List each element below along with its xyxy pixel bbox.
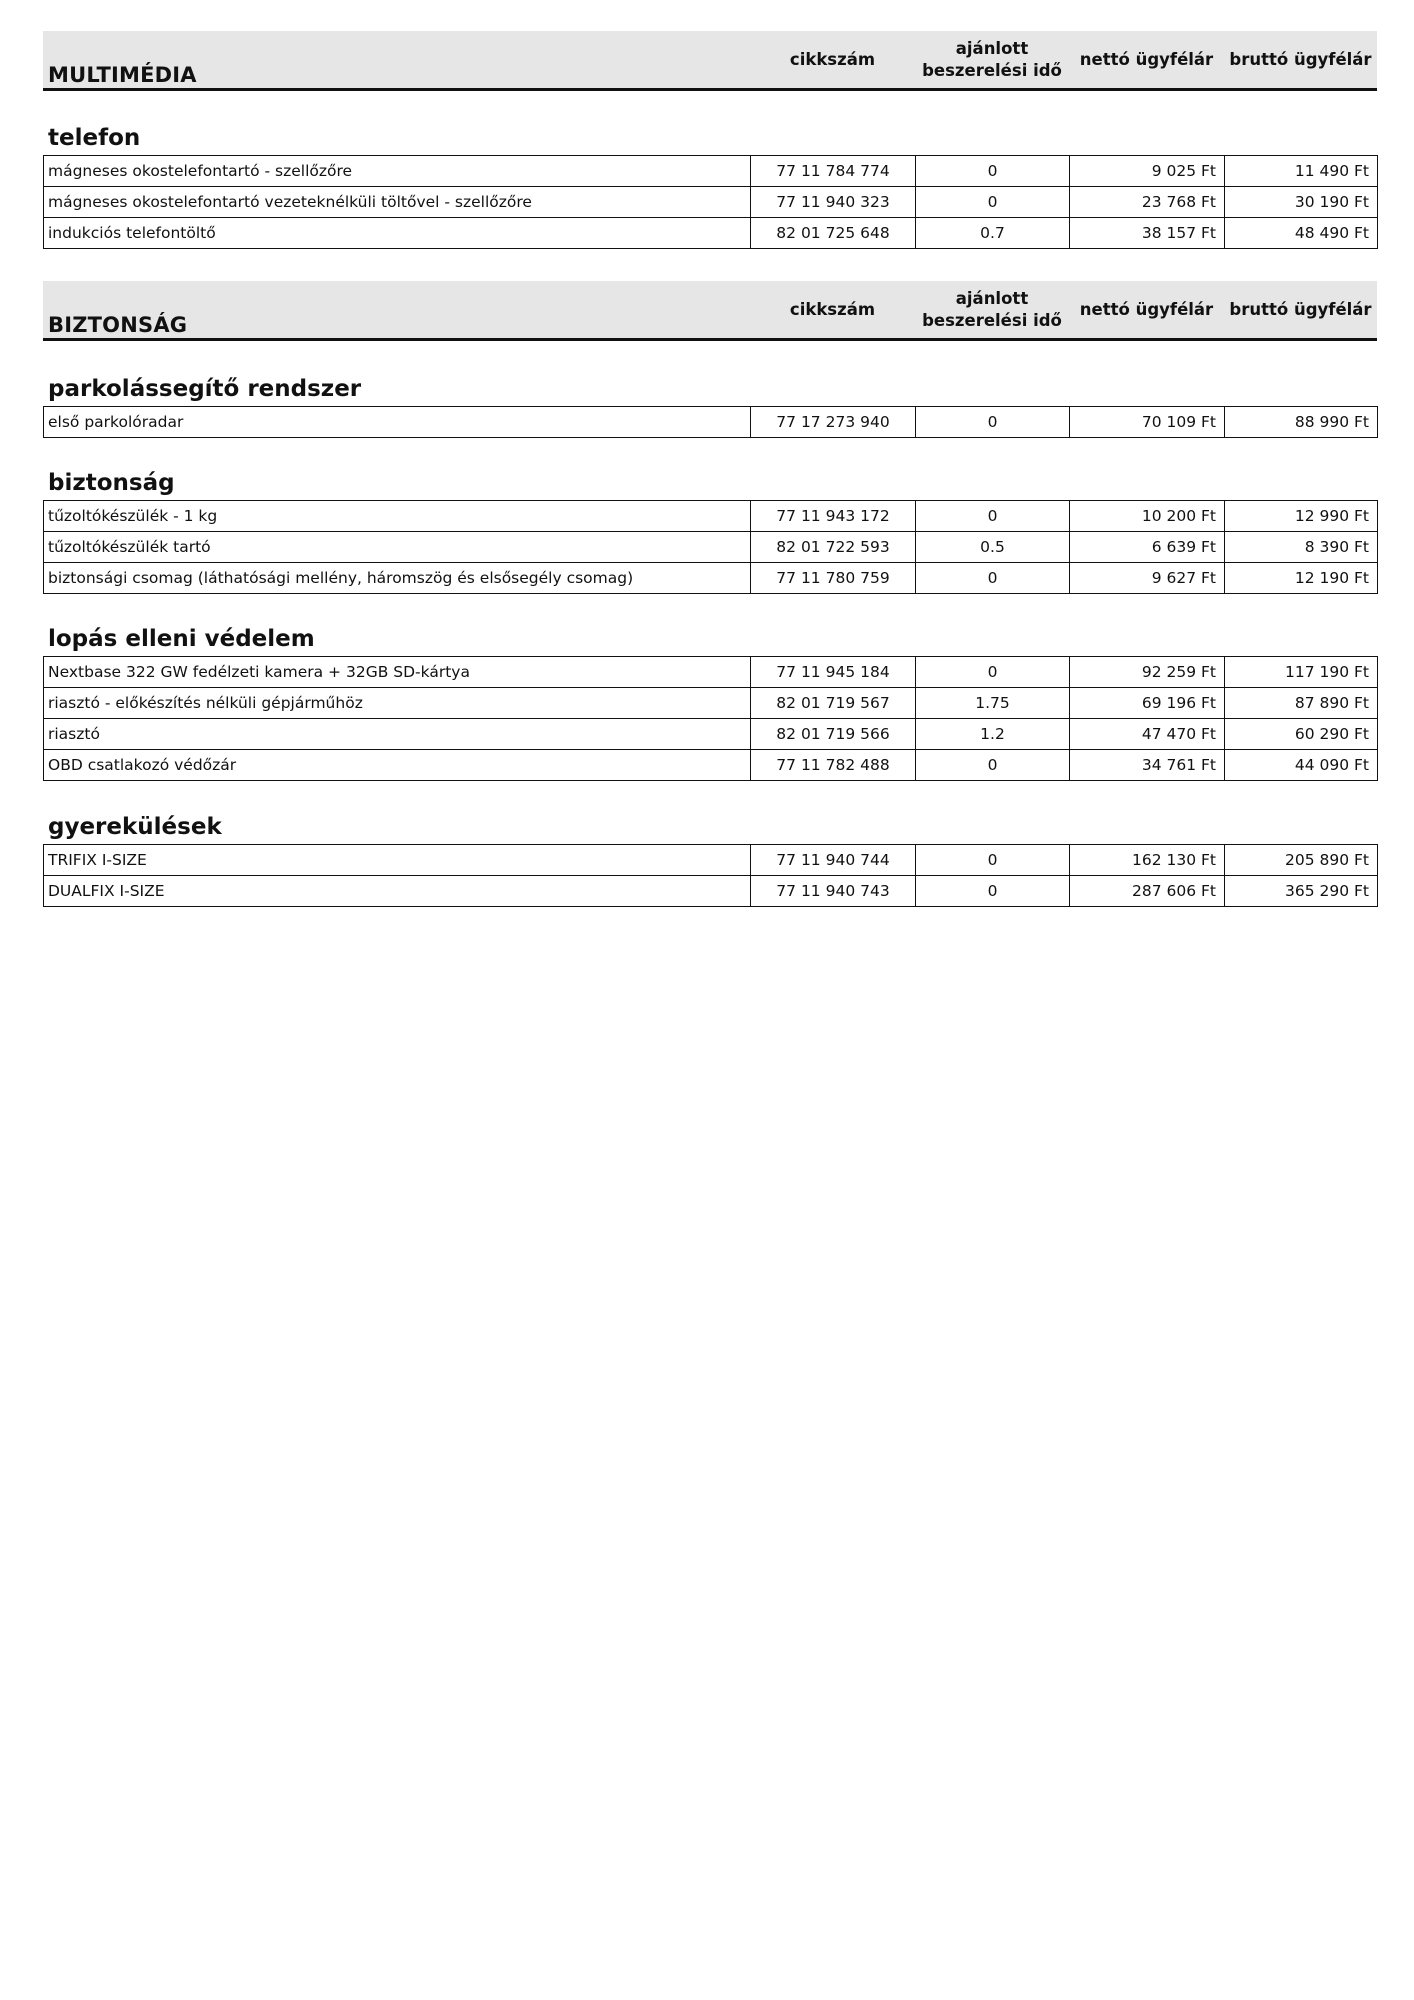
item-gross-price: 88 990 Ft [1225,407,1378,438]
item-name: riasztó - előkészítés nélküli gépjárműhöz [44,688,751,719]
item-net-price: 10 200 Ft [1070,501,1225,532]
item-code: 77 11 945 184 [751,657,916,688]
item-code: 77 11 940 744 [751,845,916,876]
item-code: 77 11 940 323 [751,187,916,218]
item-net-price: 34 761 Ft [1070,750,1225,781]
table-row [44,218,1378,249]
table-row [44,688,1378,719]
column-header-gross-price: bruttó ügyfélár [1229,299,1372,319]
item-code: 82 01 719 566 [751,719,916,750]
item-net-price: 38 157 Ft [1070,218,1225,249]
items-table-child-seats [43,844,1378,907]
item-name: mágneses okostelefontartó vezeteknélküli töltővel - szellőzőre [44,187,751,218]
item-net-price: 69 196 Ft [1070,688,1225,719]
column-header-install-time-line2: beszerelési idő [922,310,1062,330]
item-install-time: 0 [916,750,1070,781]
item-net-price: 9 025 Ft [1070,156,1225,187]
section-title: MULTIMÉDIA [48,63,197,87]
column-header-install-time-line1: ajánlott [955,38,1029,58]
item-name: indukciós telefontöltő [44,218,751,249]
item-install-time: 0 [916,563,1070,594]
group-title-child-seats: gyerekülések [48,814,222,840]
group-title-anti-theft: lopás elleni védelem [48,626,315,652]
item-name: riasztó [44,719,751,750]
group-title-telefon: telefon [48,125,141,151]
item-net-price: 92 259 Ft [1070,657,1225,688]
item-name: biztonsági csomag (láthatósági mellény, háromszög és elsősegély csomag) [44,563,751,594]
item-name: tűzoltókészülék - 1 kg [44,501,751,532]
item-gross-price: 12 190 Ft [1225,563,1378,594]
item-net-price: 287 606 Ft [1070,876,1225,907]
column-header-install-time-line1: ajánlott [955,288,1029,308]
item-name: tűzoltókészülék tartó [44,532,751,563]
item-code: 82 01 725 648 [751,218,916,249]
column-header-code: cikkszám [789,299,876,319]
item-gross-price: 60 290 Ft [1225,719,1378,750]
item-install-time: 0.7 [916,218,1070,249]
section-header-safety [43,281,1377,341]
table-row [44,876,1378,907]
column-header-install-time [915,281,1069,338]
item-gross-price: 44 090 Ft [1225,750,1378,781]
item-install-time: 0 [916,407,1070,438]
item-gross-price: 205 890 Ft [1225,845,1378,876]
item-gross-price: 11 490 Ft [1225,156,1378,187]
item-install-time: 0 [916,876,1070,907]
items-table-anti-theft [43,656,1378,781]
item-code: 77 11 784 774 [751,156,916,187]
item-install-time: 0 [916,156,1070,187]
item-code: 77 11 940 743 [751,876,916,907]
column-header-net-price: nettó ügyfélár [1079,49,1214,69]
items-table-telefon [43,155,1378,249]
item-name: mágneses okostelefontartó - szellőzőre [44,156,751,187]
items-table-safety [43,500,1378,594]
group-title-parking-assist: parkolássegítő rendszer [48,376,362,402]
item-gross-price: 30 190 Ft [1225,187,1378,218]
group-title-safety: biztonság [48,470,175,496]
table-row [44,750,1378,781]
column-header-code: cikkszám [789,49,876,69]
table-row [44,156,1378,187]
item-code: 77 11 782 488 [751,750,916,781]
item-net-price: 23 768 Ft [1070,187,1225,218]
item-install-time: 0 [916,501,1070,532]
table-row [44,845,1378,876]
table-row [44,187,1378,218]
column-header-net-price: nettó ügyfélár [1079,299,1214,319]
item-net-price: 162 130 Ft [1070,845,1225,876]
item-code: 77 11 780 759 [751,563,916,594]
item-code: 77 11 943 172 [751,501,916,532]
item-gross-price: 12 990 Ft [1225,501,1378,532]
items-table-parking-assist [43,406,1378,438]
item-name: első parkolóradar [44,407,751,438]
item-name: Nextbase 322 GW fedélzeti kamera + 32GB SD-kártya [44,657,751,688]
item-install-time: 1.75 [916,688,1070,719]
item-gross-price: 8 390 Ft [1225,532,1378,563]
column-header-gross-price: bruttó ügyfélár [1229,49,1372,69]
item-net-price: 47 470 Ft [1070,719,1225,750]
item-gross-price: 365 290 Ft [1225,876,1378,907]
item-install-time: 1.2 [916,719,1070,750]
item-name: OBD csatlakozó védőzár [44,750,751,781]
item-install-time: 0.5 [916,532,1070,563]
item-install-time: 0 [916,845,1070,876]
item-gross-price: 117 190 Ft [1225,657,1378,688]
table-row [44,501,1378,532]
item-name: TRIFIX I-SIZE [44,845,751,876]
item-install-time: 0 [916,657,1070,688]
item-code: 82 01 722 593 [751,532,916,563]
section-title: BIZTONSÁG [48,313,188,337]
column-header-install-time [915,31,1069,88]
item-net-price: 70 109 Ft [1070,407,1225,438]
section-header-multimedia [43,31,1377,91]
item-install-time: 0 [916,187,1070,218]
table-row [44,657,1378,688]
table-row [44,407,1378,438]
table-row [44,719,1378,750]
table-row [44,563,1378,594]
column-header-install-time-line2: beszerelési idő [922,60,1062,80]
item-name: DUALFIX I-SIZE [44,876,751,907]
table-row [44,532,1378,563]
item-net-price: 6 639 Ft [1070,532,1225,563]
item-gross-price: 48 490 Ft [1225,218,1378,249]
item-net-price: 9 627 Ft [1070,563,1225,594]
item-code: 77 17 273 940 [751,407,916,438]
item-gross-price: 87 890 Ft [1225,688,1378,719]
item-code: 82 01 719 567 [751,688,916,719]
